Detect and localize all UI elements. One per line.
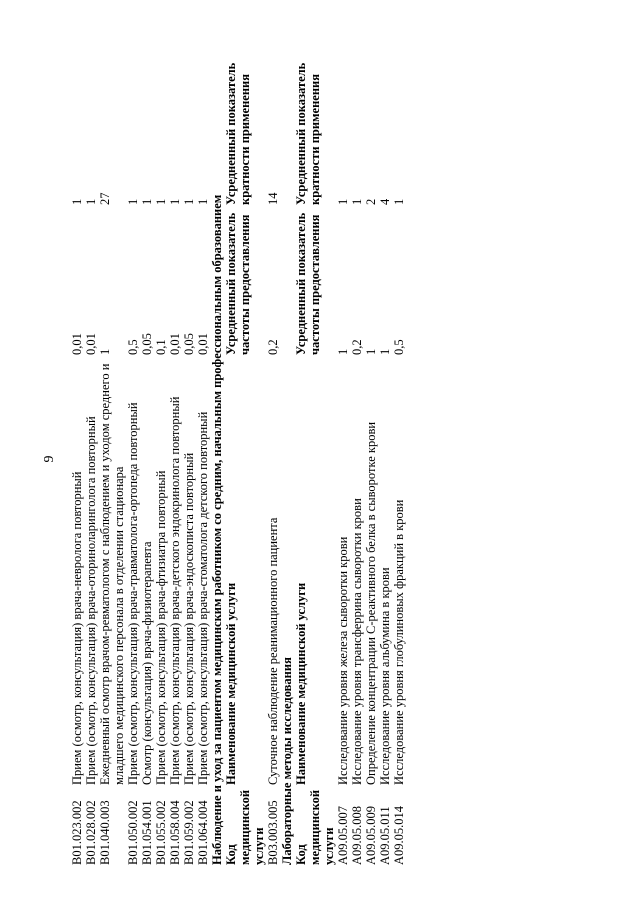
cell-code: B01.055.002 — [154, 800, 168, 865]
rotated-page-content — [70, 55, 610, 865]
cell-freq: 0,05 — [140, 333, 154, 355]
cell-mult: 2 — [364, 198, 378, 205]
cell-code: B01.023.002 — [70, 800, 84, 865]
cell-name: Прием (осмотр, консультация) врача-травматолога-ортопеда повторный — [126, 402, 140, 785]
section3 — [280, 55, 336, 865]
cell-mult: 1 — [140, 198, 154, 205]
cell-name: Осмотр (консультация) врача-физиотерапевта — [140, 541, 154, 785]
page-number: 9 — [42, 455, 57, 463]
cell-mult: 1 — [168, 198, 182, 205]
cell-code: B01.064.004 — [196, 800, 210, 865]
cell-name: Исследование уровня глобулиновых фракций в крови — [392, 499, 406, 785]
cell-code: A09.05.014 — [392, 805, 406, 865]
cell-mult: 1 — [350, 198, 364, 205]
cell-code: B01.058.004 — [168, 800, 182, 865]
cell-code: A09.05.009 — [364, 805, 378, 865]
table-row — [266, 55, 280, 865]
cell-mult: 1 — [196, 198, 210, 205]
cell-mult: 1 — [126, 198, 140, 205]
cell-mult: 1 — [154, 198, 168, 205]
cell-freq: 1 — [98, 348, 112, 355]
services-table — [70, 55, 406, 865]
cell-freq: 0,5 — [126, 339, 140, 355]
cell-name: Прием (осмотр, консультация) врача-фтизиатра повторный — [154, 470, 168, 785]
table-row — [182, 55, 196, 865]
table-row — [392, 55, 406, 865]
cell-mult: 1 — [182, 198, 196, 205]
header-code: Код медицинской услуги — [294, 789, 336, 865]
cell-mult: 1 — [84, 198, 98, 205]
header-code: Код медицинской услуги — [224, 789, 266, 865]
table-row — [98, 55, 126, 865]
block3-rows — [336, 55, 406, 865]
cell-code: B01.040.003 — [98, 800, 112, 865]
header-mult: Усредненный показатель кратности применения — [294, 62, 322, 205]
cell-name: Ежедневный осмотр врачом-ревматологом с наблюдением и уходом среднего и младшего медицинского персонала в отделении стационара — [98, 363, 126, 785]
cell-freq: 0,1 — [154, 339, 168, 355]
table-row — [70, 55, 84, 865]
table-row — [350, 55, 364, 865]
cell-name: Определение концентрации C-реактивного белка в сыворотке крови — [364, 421, 378, 785]
cell-freq: 0,01 — [70, 333, 84, 355]
header-freq: Усредненный показатель частоты предоставления — [224, 212, 252, 355]
cell-code: A09.05.007 — [336, 805, 350, 865]
table-row — [364, 55, 378, 865]
cell-freq: 0,2 — [350, 339, 364, 355]
cell-name: Суточное наблюдение реанимационного пациента — [266, 517, 280, 785]
cell-name: Прием (осмотр, консультация) врача-эндоскописта повторный — [182, 452, 196, 785]
cell-freq: 0,5 — [392, 339, 406, 355]
header-mult: Усредненный показатель кратности применения — [224, 62, 252, 205]
cell-code: B01.059.002 — [182, 800, 196, 865]
cell-mult: 14 — [266, 192, 280, 205]
cell-code: B03.003.005 — [266, 800, 280, 865]
section2-title: Наблюдение и уход за пациентом медицинским работником со средним, начальным профессиональным образованием — [210, 194, 224, 865]
cell-freq: 1 — [336, 348, 350, 355]
header-name: Наименование медицинской услуги — [294, 582, 308, 785]
cell-code: B01.050.002 — [126, 800, 140, 865]
cell-freq: 0,05 — [182, 333, 196, 355]
cell-mult: 1 — [336, 198, 350, 205]
cell-code: B01.028.002 — [84, 800, 98, 865]
cell-freq: 0,01 — [168, 333, 182, 355]
header-freq: Усредненный показатель частоты предоставления — [294, 212, 322, 355]
cell-mult: 1 — [392, 198, 406, 205]
cell-mult: 1 — [70, 198, 84, 205]
cell-freq: 0,01 — [196, 333, 210, 355]
cell-name: Прием (осмотр, консультация) врача-стоматолога детского повторный — [196, 411, 210, 785]
block2-rows — [266, 55, 280, 865]
cell-name: Прием (осмотр, консультация) врача-оториноларинголога повторный — [84, 416, 98, 785]
table-row — [154, 55, 168, 865]
cell-freq: 0,2 — [266, 339, 280, 355]
cell-freq: 1 — [378, 348, 392, 355]
cell-name: Исследование уровня трансферрина сыворотки крови — [350, 498, 364, 785]
cell-mult: 27 — [98, 192, 112, 205]
table-row — [84, 55, 98, 865]
cell-name: Прием (осмотр, консультация) врача-невролога повторный — [70, 471, 84, 785]
cell-name: Прием (осмотр, консультация) врача-детского эндокринолога повторный — [168, 396, 182, 785]
block1-rows — [70, 55, 210, 865]
table-row — [378, 55, 392, 865]
cell-mult: 4 — [378, 198, 392, 205]
cell-code: A09.05.011 — [378, 806, 392, 865]
cell-name: Исследование уровня железа сыворотки крови — [336, 536, 350, 785]
cell-code: B01.054.001 — [140, 800, 154, 865]
cell-freq: 0,01 — [84, 333, 98, 355]
table-row — [140, 55, 154, 865]
header-name: Наименование медицинской услуги — [224, 582, 238, 785]
table-row — [336, 55, 350, 865]
table-row — [196, 55, 210, 865]
cell-freq: 1 — [364, 348, 378, 355]
cell-code: A09.05.008 — [350, 805, 364, 865]
cell-name: Исследование уровня альбумина в крови — [378, 567, 392, 785]
section2 — [210, 55, 266, 865]
table-row — [126, 55, 140, 865]
section3-title: Лабораторные методы исследования — [280, 657, 294, 865]
section3-header-row — [294, 55, 336, 865]
table-row — [168, 55, 182, 865]
section2-header-row — [224, 55, 266, 865]
